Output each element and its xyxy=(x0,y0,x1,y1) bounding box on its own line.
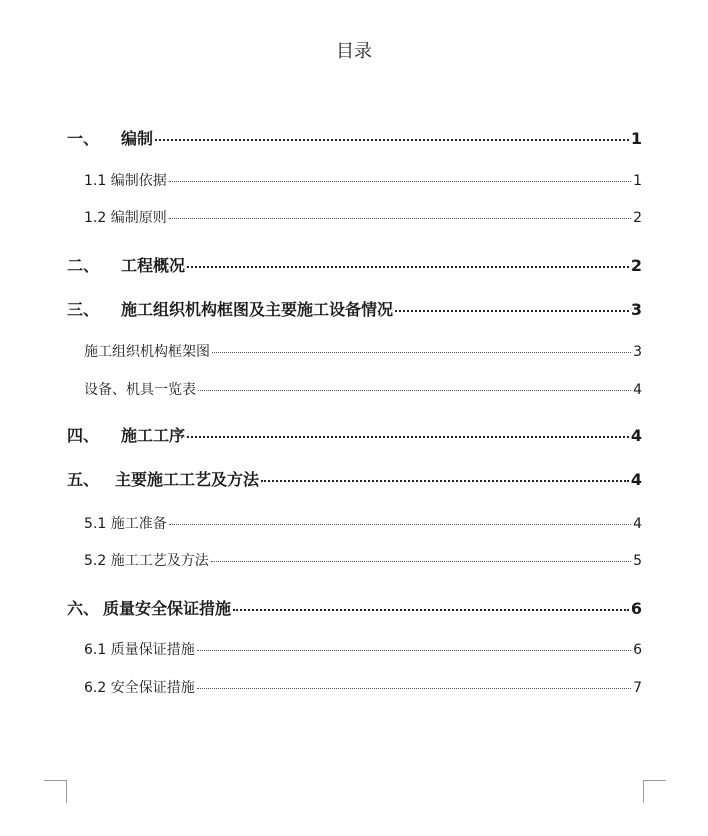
toc-page-number: 6 xyxy=(630,599,642,618)
toc-text: 工程概况 xyxy=(121,256,186,275)
toc-number: 四、 xyxy=(67,426,100,445)
toc-text: 5.1 施工准备 xyxy=(84,516,167,532)
toc-leader xyxy=(187,266,629,268)
toc-page-number: 2 xyxy=(633,210,642,226)
toc-text: 6.2 安全保证措施 xyxy=(84,680,195,696)
toc-page-number: 1 xyxy=(630,129,642,148)
toc-page-number: 4 xyxy=(630,426,642,445)
toc-text: 5.2 施工工艺及方法 xyxy=(84,553,209,569)
toc-number: 五、 xyxy=(67,470,100,489)
toc-entry-6[interactable] xyxy=(84,341,642,361)
toc-page-number: 5 xyxy=(633,553,642,569)
toc-entry-5[interactable] xyxy=(67,297,642,320)
toc-page-number: 6 xyxy=(633,642,642,658)
toc-entry-7[interactable] xyxy=(84,379,642,399)
toc-leader xyxy=(261,480,629,482)
toc-page-number: 3 xyxy=(633,344,642,360)
toc-leader xyxy=(169,181,631,182)
toc-text: 编制 xyxy=(121,129,154,148)
toc-page-number: 4 xyxy=(630,470,642,489)
toc-page-number: 7 xyxy=(633,680,642,696)
toc-entry-12[interactable] xyxy=(67,596,642,619)
toc-leader xyxy=(233,609,629,611)
toc-text: 施工工序 xyxy=(121,426,186,445)
toc-leader xyxy=(197,650,631,651)
toc-entry-8[interactable] xyxy=(67,423,642,446)
margin-corner-mark-left xyxy=(44,780,67,803)
toc-text: 主要施工工艺及方法 xyxy=(115,470,260,489)
toc-leader xyxy=(169,524,631,525)
toc-text: 1.1 编制依据 xyxy=(84,173,167,189)
toc-text: 6.1 质量保证措施 xyxy=(84,642,195,658)
toc-entry-11[interactable] xyxy=(84,550,642,570)
toc-leader xyxy=(187,436,629,438)
toc-entry-4[interactable] xyxy=(67,253,642,276)
toc-number: 六、 xyxy=(67,599,100,618)
toc-page-number: 4 xyxy=(633,516,642,532)
toc-text: 施工组织机构框架图 xyxy=(84,344,210,360)
toc-number: 三、 xyxy=(67,300,100,319)
toc-text: 1.2 编制原则 xyxy=(84,210,167,226)
toc-leader xyxy=(169,218,631,219)
toc-entry-13[interactable] xyxy=(84,639,642,659)
toc-number: 一、 xyxy=(67,129,100,148)
toc-entry-1[interactable] xyxy=(67,126,642,149)
toc-text: 施工组织机构框图及主要施工设备情况 xyxy=(121,300,394,319)
toc-entry-14[interactable] xyxy=(84,677,642,697)
toc-entry-9[interactable] xyxy=(67,467,642,490)
toc-entry-10[interactable] xyxy=(84,513,642,533)
toc-leader xyxy=(395,310,629,312)
toc-page-number: 4 xyxy=(633,382,642,398)
toc-entry-3[interactable] xyxy=(84,207,642,227)
toc-leader xyxy=(211,561,631,562)
page-title: 目录 xyxy=(336,41,372,62)
toc-page-number: 3 xyxy=(630,300,642,319)
margin-corner-mark-right xyxy=(643,780,666,803)
toc-page-number: 1 xyxy=(633,173,642,189)
toc-text: 质量安全保证措施 xyxy=(103,599,232,618)
toc-leader xyxy=(155,139,629,141)
toc-leader xyxy=(197,688,631,689)
toc-leader xyxy=(198,390,631,391)
toc-number: 二、 xyxy=(67,256,100,275)
toc-leader xyxy=(212,352,631,353)
toc-page-number: 2 xyxy=(630,256,642,275)
toc-entry-2[interactable] xyxy=(84,170,642,190)
toc-text: 设备、机具一览表 xyxy=(84,382,196,398)
